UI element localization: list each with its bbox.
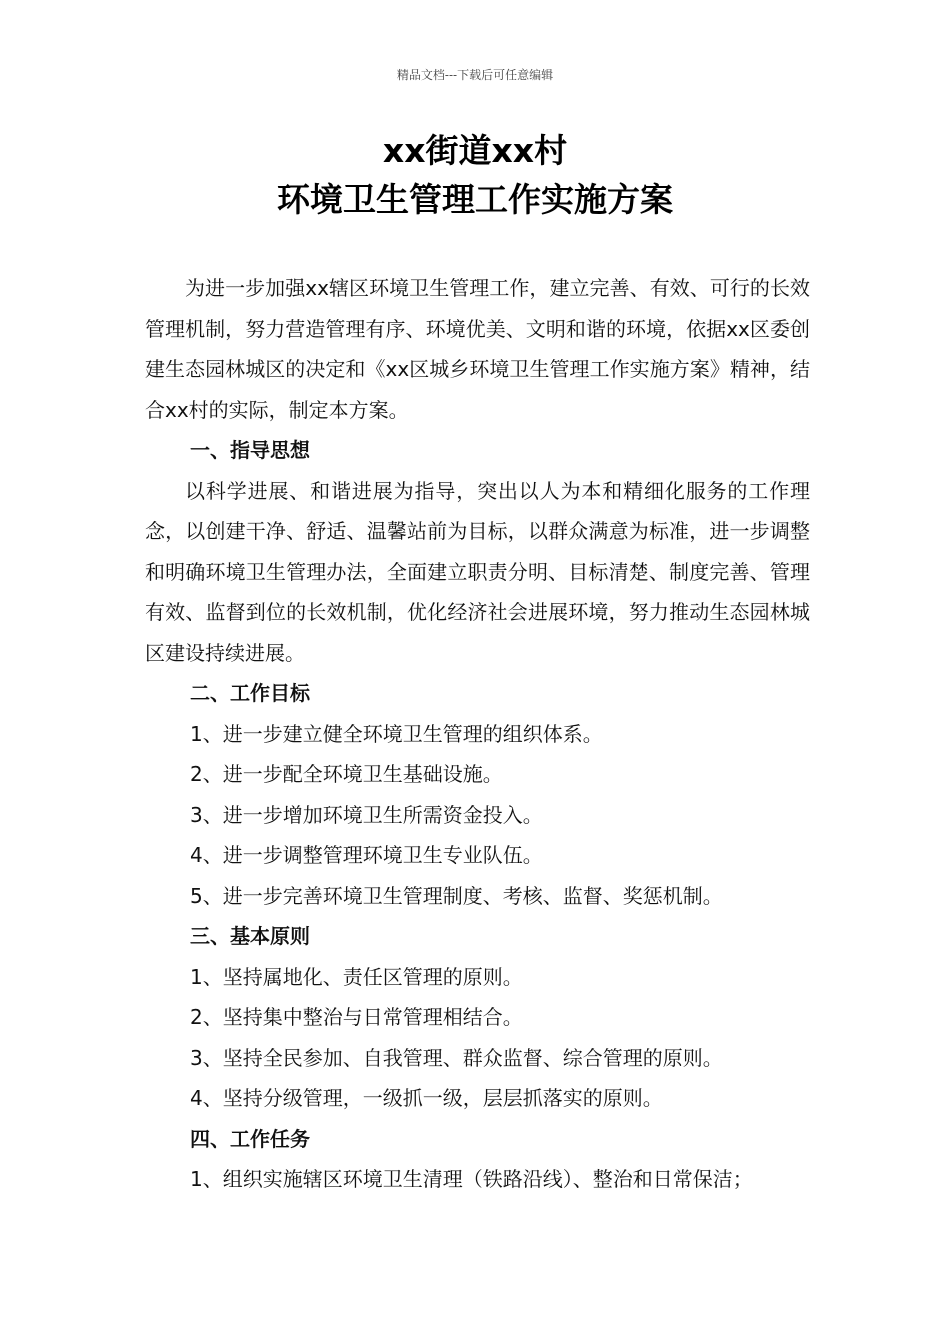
list-item: 1、进一步建立健全环境卫生管理的组织体系。 <box>190 721 603 746</box>
list-item: 3、进一步增加环境卫生所需资金投入。 <box>190 802 543 827</box>
section-heading-guiding-ideology: 一、指导思想 <box>190 438 310 462</box>
list-item: 4、坚持分级管理，一级抓一级，层层抓落实的原则。 <box>190 1086 663 1110</box>
guiding-ideology-paragraph: 以科学进展、和谐进展为指导，突出以人为本和精细化服务的工作理念，以创建干净、舒适、温馨站前为目标，以群众满意为标准，进一步调整和明确环境卫生管理办法，全面建立职责分明、目标清楚、制度完善、管理有效、监督到位的长效机制，优化经济社会进展环境，努力推动生态园林城区建设持续进展。 <box>145 478 810 665</box>
intro-paragraph: 为进一步加强xx辖区环境卫生管理工作，建立完善、有效、可行的长效管理机制，努力营造管理有序、环境优美、文明和谐的环境，依据xx区委创建生态园林城区的决定和《xx区城乡环境卫生管理工作实施方案》精神，结合xx村的实际，制定本方案。 <box>145 276 810 422</box>
list-item: 1、坚持属地化、责任区管理的原则。 <box>190 964 523 989</box>
list-item: 2、进一步配全环境卫生基础设施。 <box>190 762 503 786</box>
list-item: 5、进一步完善环境卫生管理制度、考核、监督、奖惩机制。 <box>190 883 723 908</box>
document-title-line-1: xx街道xx村 <box>382 131 568 170</box>
list-item: 4、进一步调整管理环境卫生专业队伍。 <box>190 843 543 867</box>
list-item: 2、坚持集中整治与日常管理相结合。 <box>190 1005 523 1029</box>
section-heading-basic-principles: 三、基本原则 <box>190 924 310 948</box>
list-item: 3、坚持全民参加、自我管理、群众监督、综合管理的原则。 <box>190 1045 723 1070</box>
list-item: 1、组织实施辖区环境卫生清理（铁路沿线）、整治和日常保洁； <box>190 1167 753 1191</box>
section-heading-work-tasks: 四、工作任务 <box>190 1126 310 1151</box>
document-title-line-2: 环境卫生管理工作实施方案 <box>277 180 673 219</box>
header-note: 精品文档---下载后可任意编辑 <box>396 68 554 82</box>
section-heading-work-goals: 二、工作目标 <box>190 681 310 705</box>
document-body <box>145 268 810 1200</box>
